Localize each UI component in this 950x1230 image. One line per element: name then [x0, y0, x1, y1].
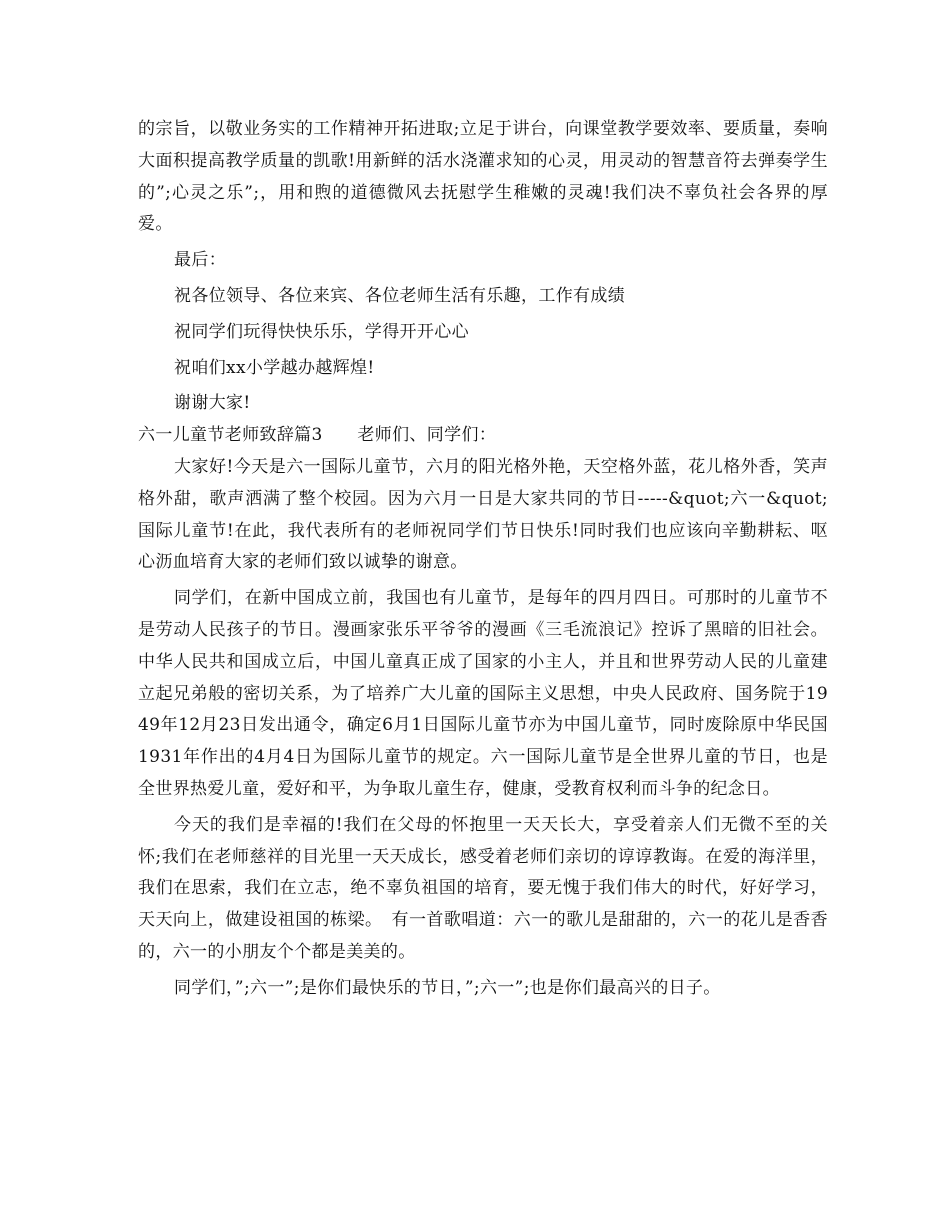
- paragraph-history: 同学们，在新中国成立前，我国也有儿童节，是每年的四月四日。可那时的儿童节不是劳动人民孩子的节日。漫画家张乐平爷爷的漫画《三毛流浪记》控诉了黑暗的旧社会。中华人民共和国成立后，中国儿童真正成了国家的小主人，并且和世界劳动人民的儿童建立起兄弟般的密切关系，为了培养广大儿童的国际主义思想，中央人民政府、国务院于1949年12月23日发出通令，确定6月1日国际儿童节亦为中国儿童节，同时废除原中华民国1931年作出的4月4日为国际儿童节的规定。六一国际儿童节是全世界儿童的节日，也是全世界热爱儿童，爱好和平，为争取儿童生存，健康，受教育权利而斗争的纪念日。: [138, 588, 828, 799]
- paragraph-continuation: 的宗旨，以敬业务实的工作精神开拓进取;立足于讲台，向课堂教学要效率、要质量，奏响大面积提高教学质量的凯歌!用新鲜的活水浇灌求知的心灵，用灵动的智慧音符去弹奏学生的”;心灵之乐”;，用和煦的道德微风去抚慰学生稚嫩的灵魂!我们决不辜负社会各界的厚爱。: [138, 119, 828, 235]
- paragraph-happiness: 今天的我们是幸福的!我们在父母的怀抱里一天天长大，享受着亲人们无微不至的关怀;我们在老师慈祥的目光里一天天成长，感受着老师们亲切的谆谆教诲。在爱的海洋里，我们在思索，我们在立志，绝不辜负祖国的培育，要无愧于我们伟大的时代，好好学习，天天向上，做建设祖国的栋梁。 有一首歌唱道：六一的歌儿是甜甜的，六一的花儿是香香的，六一的小朋友个个都是美美的。: [138, 814, 828, 962]
- document-body: [138, 114, 828, 1005]
- wish-line-students: 祝同学们玩得快快乐乐，学得开开心心: [174, 321, 469, 342]
- paragraph-closing: 同学们，”;六一”;是你们最快乐的节日，”;六一”;也是你们最高兴的日子。: [174, 977, 721, 998]
- thanks-line: 谢谢大家!: [174, 393, 251, 414]
- wish-line-leaders: 祝各位领导、各位来宾、各位老师生活有乐趣，工作有成绩: [174, 285, 626, 306]
- closing-heading: 最后：: [174, 250, 227, 271]
- section-title: 六一儿童节老师致辞篇3 老师们、同学们：: [138, 425, 497, 446]
- paragraph-greeting: 大家好!今天是六一国际儿童节，六月的阳光格外艳，天空格外蓝，花儿格外香，笑声格外甜，歌声洒满了整个校园。因为六月一日是大家共同的节日-----&quot;六一&quot;国际儿童节!在此，我代表所有的老师祝同学们节日快乐!同时我们也应该向辛勤耕耘、呕心沥血培育大家的老师们致以诚挚的谢意。: [138, 456, 828, 573]
- wish-line-school: 祝咱们xx小学越办越辉煌!: [174, 357, 375, 378]
